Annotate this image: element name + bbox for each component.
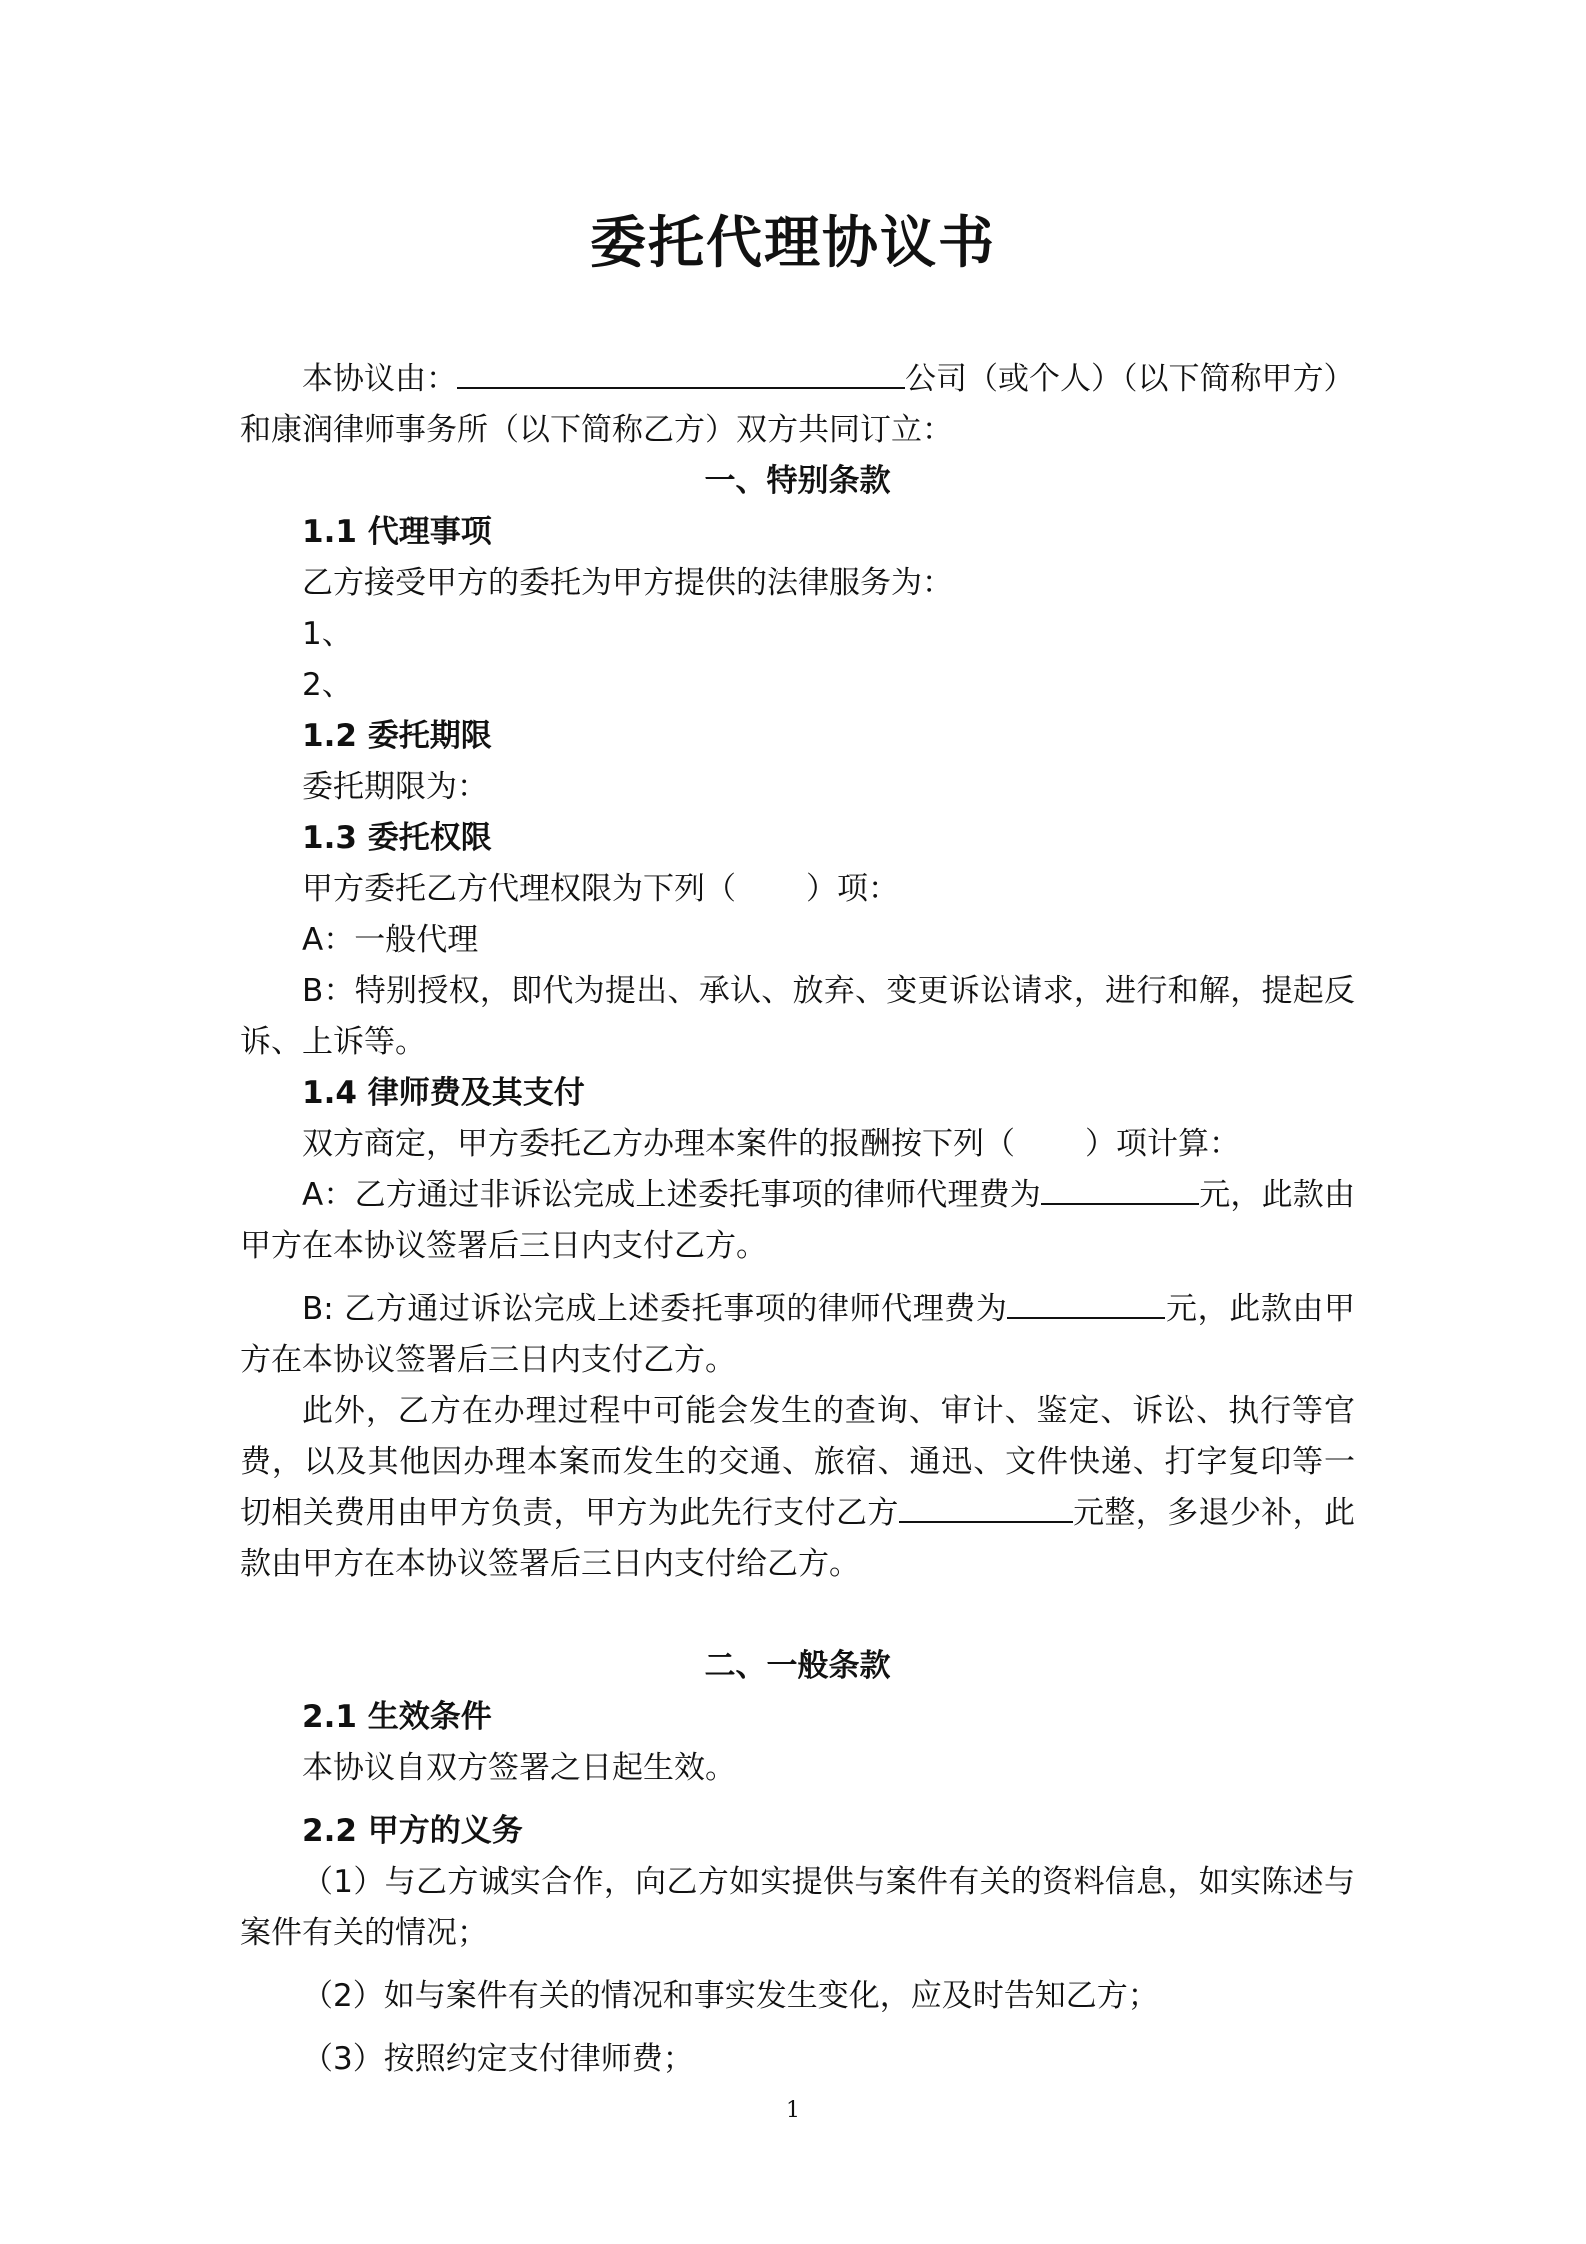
fee-extra-end: 元整，多退少补，此款由甲方在本协议签署后三日内支付给乙方。: [240, 1495, 1356, 1582]
section-2-1-title: 2.1 生效条件: [302, 1699, 492, 1735]
authority-text-start: 甲方委托乙方代理权限为下列（: [302, 871, 736, 907]
section-spacer: [240, 1590, 1355, 1641]
document-body: [240, 354, 1355, 2085]
fee-text-start: 双方商定，甲方委托乙方办理本案件的报酬按下列（: [302, 1126, 1015, 1162]
intro-line-2: 和康润律师事务所（以下简称乙方）双方共同订立：: [240, 412, 953, 448]
page-number: 1: [786, 2098, 800, 2123]
authority-option-b: B：特别授权，即代为提出、承认、放弃、变更诉讼请求，进行和解，提起反诉、上诉等。: [240, 973, 1355, 1060]
fee-option-b-end: 元，此款由甲方在本协议签署后三日内支付乙方。: [240, 1291, 1355, 1378]
service-item-1: 1、: [302, 616, 353, 652]
section-1-4-text: [240, 1119, 1355, 1170]
party-a-duty-1: （1）与乙方诚实合作，向乙方如实提供与案件有关的资料信息，如实陈述与案件有关的情况；: [240, 1864, 1355, 1951]
authority-option-a: A：一般代理: [302, 922, 479, 958]
section-1-1-title: 1.1 代理事项: [302, 514, 492, 550]
party-a-duty-3: （3）按照约定支付律师费；: [302, 2041, 694, 2077]
party-a-duty-2: （2）如与案件有关的情况和事实发生变化，应及时告知乙方；: [302, 1978, 1159, 2014]
fee-text-end: ）项计算：: [1085, 1126, 1240, 1162]
fee-option-b: [240, 1284, 1355, 1386]
authority-text-end: ）项：: [806, 871, 899, 907]
service-item-2: 2、: [302, 667, 353, 703]
section-2-2-title: 2.2 甲方的义务: [302, 1813, 523, 1849]
litigation-fee-blank[interactable]: [1007, 1316, 1165, 1319]
intro-prefix: 本协议由：: [302, 361, 457, 397]
intro-line-1: [240, 354, 1355, 405]
fee-extra-start: 此外，乙方在办理过程中可能会发生的查询、审计、鉴定、诉讼、执行等官费，以及其他因办理本案而发生的交通、旅宿、通迅、文件快递、打字复印等一切相关费用由甲方负责，甲方为此先行支付乙方: [240, 1393, 1355, 1531]
advance-payment-blank[interactable]: [899, 1520, 1073, 1523]
section-1-2-title: 1.2 委托期限: [302, 718, 492, 754]
section-2-1-text: 本协议自双方签署之日起生效。: [302, 1750, 736, 1786]
party-a-name-blank[interactable]: [457, 386, 905, 389]
intro-suffix: 公司（或个人）（以下简称甲方）: [905, 361, 1355, 397]
fee-option-a-end: 元，此款由甲方在本协议签署后三日内支付乙方。: [240, 1177, 1355, 1264]
fee-option-b-start: B: 乙方通过诉讼完成上述委托事项的律师代理费为: [302, 1291, 1008, 1327]
section-1-3-text: [240, 864, 1355, 915]
fee-option-a-start: A：乙方通过非诉讼完成上述委托事项的律师代理费为: [302, 1177, 1041, 1213]
section-1-3-title: 1.3 委托权限: [302, 820, 492, 856]
non-litigation-fee-blank[interactable]: [1041, 1202, 1199, 1205]
document-title: 委托代理协议书: [590, 211, 996, 276]
section-1-2-text: 委托期限为：: [302, 769, 488, 805]
section1-heading: 一、特别条款: [704, 463, 891, 499]
section-1-4-title: 1.4 律师费及其支付: [302, 1075, 585, 1111]
fee-option-a: [240, 1170, 1355, 1272]
section-1-1-text: 乙方接受甲方的委托为甲方提供的法律服务为：: [302, 565, 953, 601]
section2-heading: 二、一般条款: [704, 1648, 891, 1684]
fee-extra-paragraph: [240, 1386, 1355, 1590]
